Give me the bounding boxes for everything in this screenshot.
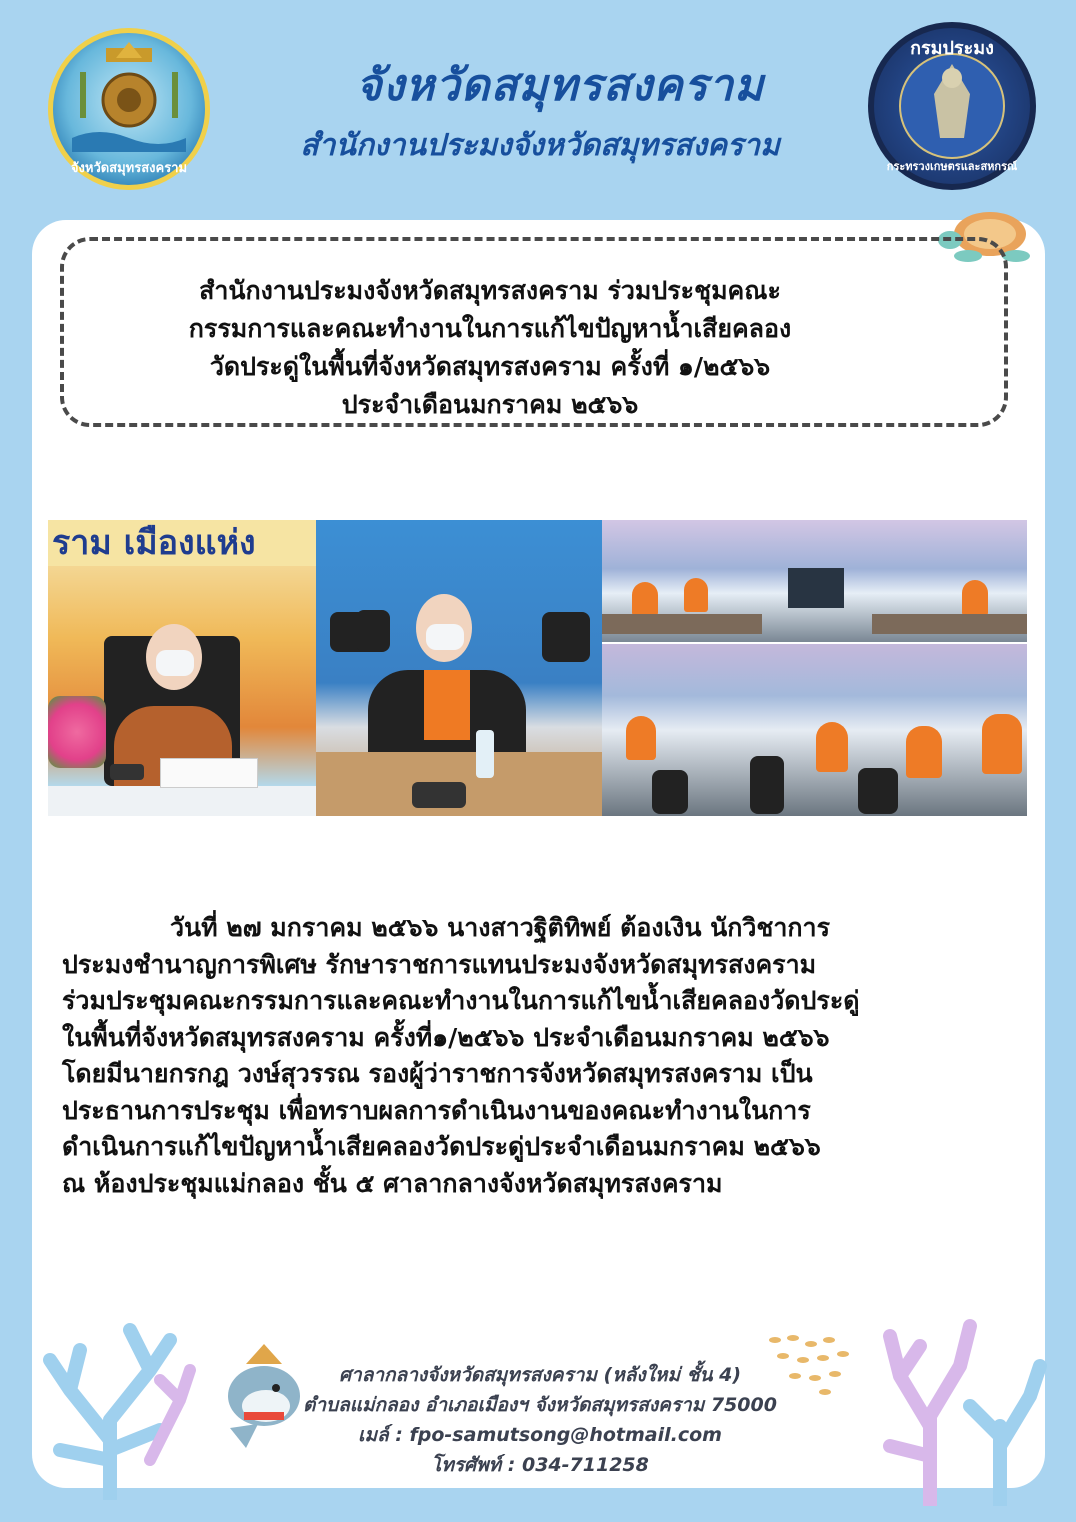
table — [602, 614, 762, 634]
attendee — [962, 580, 988, 616]
headline-line: วัดประดู่ในพื้นที่จังหวัดสมุทรสงคราม ครั้งที่ ๑/๒๕๖๖ — [209, 352, 771, 381]
attendee — [982, 714, 1022, 774]
header — [0, 0, 1076, 215]
microphone — [110, 764, 144, 780]
right-coral-icon — [870, 1296, 1050, 1506]
body-line: ประมงชำนาญการพิเศษ รักษาราชการแทนประมงจังหวัดสมุทรสงคราม — [62, 949, 817, 979]
seal-emblem-icon — [54, 34, 204, 184]
chair — [652, 770, 688, 814]
left-coral-icon — [30, 1300, 200, 1500]
photo-chairperson — [48, 520, 316, 816]
chair — [356, 610, 390, 652]
photo-banner-text: ราม เมืองแห่ง — [48, 520, 316, 566]
body-line: ณ ห้องประชุมแม่กลอง ชั้น ๕ ศาลากลางจังหวัดสมุทรสงคราม — [62, 1168, 723, 1198]
headline-line: กรรมการและคณะทำงานในการแก้ไขปัญหาน้ำเสียคลอง — [188, 314, 792, 343]
footer-address-line: ศาลากลางจังหวัดสมุทรสงคราม (หลังใหม่ ชั้น 4) — [339, 1364, 741, 1386]
photo-meeting-room-1 — [602, 520, 1027, 642]
page-title: จังหวัดสมุทรสงคราม — [355, 60, 765, 111]
headline — [80, 272, 900, 424]
table — [48, 786, 316, 816]
body-line: ร่วมประชุมคณะกรรมการและคณะทำงานในการแก้ไขน้ำเสียคลองวัดประดู่ — [62, 986, 860, 1015]
attendee — [816, 722, 848, 772]
footer-contact — [280, 1360, 800, 1480]
fish-school-icon — [765, 1330, 855, 1400]
body-line: วันที่ ๒๗ มกราคม ๒๕๖๖ นางสาวฐิติทิพย์ ต้องเงิน นักวิชาการ — [170, 913, 831, 942]
page-subtitle: สำนักงานประมงจังหวัดสมุทรสงคราม — [300, 128, 780, 163]
body-line: ดำเนินการแก้ไขปัญหาน้ำเสียคลองวัดประดู่ประจำเดือนมกราคม ๒๕๖๖ — [62, 1132, 821, 1161]
flower-arrangement — [48, 696, 106, 768]
attendee — [684, 578, 708, 612]
chair — [750, 756, 784, 814]
footer-address-line: ตำบลแม่กลอง อำเภอเมืองฯ จังหวัดสมุทรสงคราม 75000 — [303, 1394, 777, 1416]
footer-phone: โทรศัพท์ : 034-711258 — [431, 1454, 649, 1476]
samut-songkhram-province-seal — [48, 28, 210, 190]
orange-shirt — [424, 670, 470, 740]
chair — [858, 768, 898, 814]
display-screen — [788, 568, 844, 608]
photo-fisheries-officer — [316, 520, 602, 816]
nameplate — [160, 758, 258, 788]
face-mask — [156, 650, 194, 676]
face-mask — [426, 624, 464, 650]
water-bottle — [476, 730, 494, 778]
fisheries-emblem-icon — [874, 28, 1030, 184]
table — [872, 614, 1027, 634]
headline-line: สำนักงานประมงจังหวัดสมุทรสงคราม ร่วมประชุมคณะ — [199, 276, 781, 305]
body-line: ในพื้นที่จังหวัดสมุทรสงคราม ครั้งที่๑/๒๕๖๖ ประจำเดือนมกราคม ๒๕๖๖ — [62, 1022, 830, 1052]
left-seal-text: จังหวัดสมุทรสงคราม — [70, 161, 188, 176]
department-of-fisheries-seal — [868, 22, 1036, 190]
chair — [542, 612, 590, 662]
photo-collage — [48, 520, 1027, 816]
attendee — [906, 726, 942, 778]
headline-line: ประจำเดือนมกราคม ๒๕๖๖ — [341, 390, 639, 419]
right-seal-bottom-text: กระทรวงเกษตรและสหกรณ์ — [886, 160, 1018, 173]
footer-email: เมล์ : fpo-samutsong@hotmail.com — [358, 1424, 722, 1446]
news-body — [62, 910, 1002, 1202]
body-line: โดยมีนายกรกฎ วงษ์สุวรรณ รองผู้ว่าราชการจังหวัดสมุทรสงคราม เป็น — [62, 1059, 813, 1088]
body-line: ประธานการประชุม เพื่อทราบผลการดำเนินงานของคณะทำงานในการ — [62, 1095, 811, 1125]
attendee — [632, 582, 658, 616]
attendee — [626, 716, 656, 760]
photo-meeting-room-2 — [602, 644, 1027, 816]
microphone — [412, 782, 466, 808]
right-seal-top-text: กรมประมง — [910, 38, 994, 59]
